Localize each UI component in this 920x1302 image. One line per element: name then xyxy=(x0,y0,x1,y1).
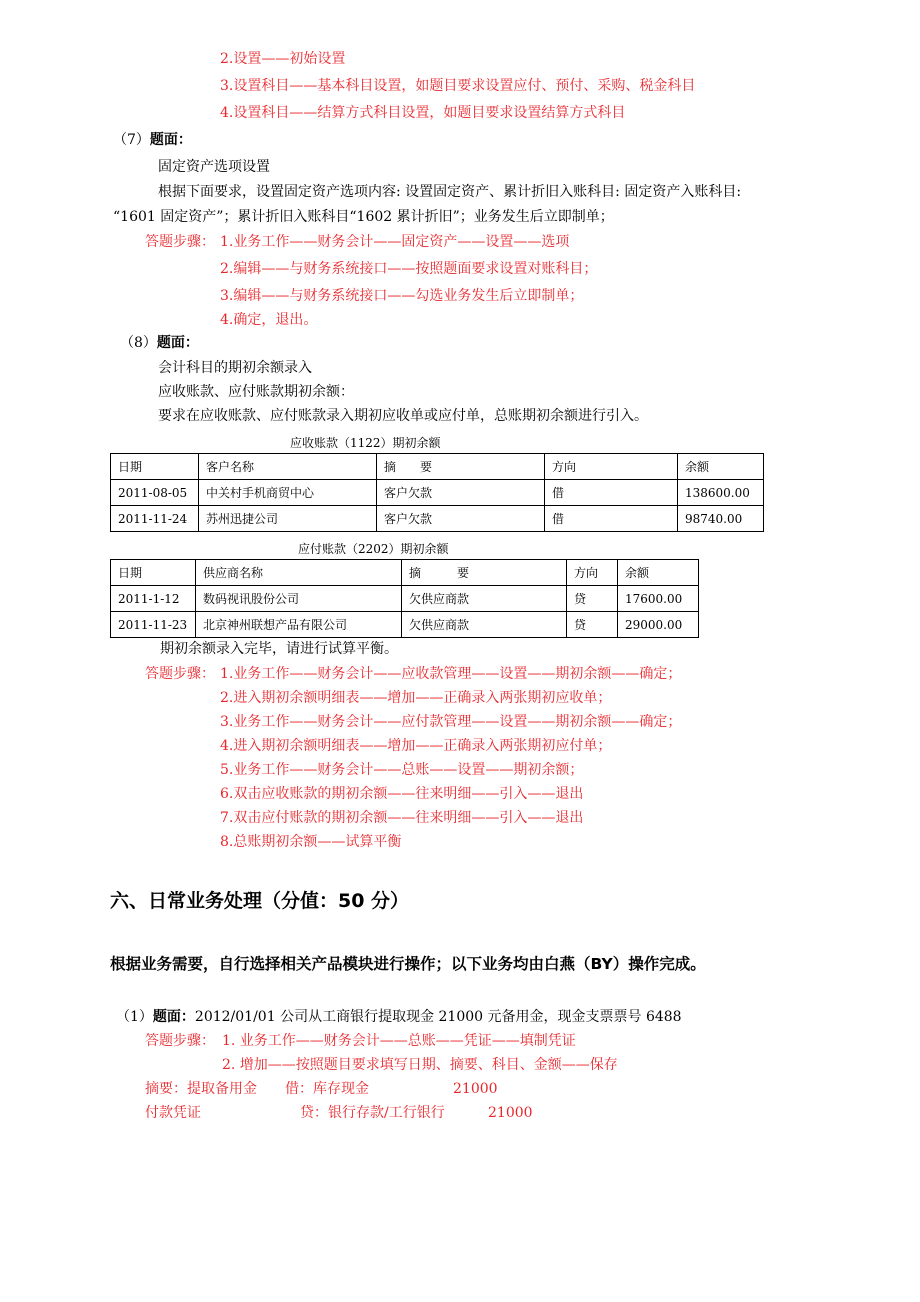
entry-debit-amount: 21000 xyxy=(453,1081,498,1097)
table-cell: 2011-11-23 xyxy=(111,612,196,638)
q8-step: 1.业务工作——财务会计——应收款管理——设置——期初余额——确定； xyxy=(220,666,682,682)
q1-step: 1. 业务工作——财务会计——总账——凭证——填制凭证 xyxy=(222,1033,576,1049)
step-2-initial-setup: 2.设置——初始设置 xyxy=(220,51,346,67)
table-header: 余额 xyxy=(618,560,699,586)
q8-step: 2.进入期初余额明细表——增加——正确录入两张期初应收单； xyxy=(220,690,612,706)
q8-number: （8） xyxy=(120,335,157,351)
table-row xyxy=(111,480,764,506)
q8-step: 8.总账期初余额——试算平衡 xyxy=(220,834,402,850)
table-row xyxy=(111,586,699,612)
q8-line2: 应收账款、应付账款期初余额： xyxy=(158,384,354,400)
q7-number: （7） xyxy=(113,132,150,148)
q7-desc-line1: 根据下面要求，设置固定资产选项内容: 设置固定资产、累计折旧入账科目: 固定资产入账科目: xyxy=(158,184,742,200)
q7-step: 2.编辑——与财务系统接口——按照题面要求设置对账科目； xyxy=(220,261,598,277)
step-3-basic-accounts: 3.设置科目——基本科目设置，如题目要求设置应付、预付、采购、税金科目 xyxy=(220,78,696,94)
table-cell: 借 xyxy=(545,506,678,532)
table-header: 摘 要 xyxy=(402,560,567,586)
q1-label: 题面： xyxy=(152,1009,195,1025)
table-cell: 29000.00 xyxy=(618,612,699,638)
payables-table-caption: 应付账款（2202）期初余额 xyxy=(298,542,449,556)
table-cell: 客户欠款 xyxy=(377,506,545,532)
entry-debit: 借：库存现金 xyxy=(285,1081,369,1097)
table-header-row xyxy=(111,454,764,480)
table-row xyxy=(111,612,699,638)
q8-step: 7.双击应付账款的期初余额——往来明细——引入——退出 xyxy=(220,810,584,826)
table-header: 日期 xyxy=(111,560,196,586)
q8-step: 3.业务工作——财务会计——应付款管理——设置——期初余额——确定； xyxy=(220,714,682,730)
q1-heading xyxy=(116,1007,682,1027)
q1-steps-label: 答题步骤： xyxy=(145,1033,215,1049)
q8-after-text: 期初余额录入完毕，请进行试算平衡。 xyxy=(160,641,398,657)
receivables-table xyxy=(110,453,764,532)
table-cell: 2011-08-05 xyxy=(111,480,199,506)
q8-label: 题面： xyxy=(156,335,199,351)
q8-step: 4.进入期初余额明细表——增加——正确录入两张期初应付单； xyxy=(220,738,612,754)
q7-steps-label: 答题步骤： xyxy=(145,234,215,250)
q8-line1: 会计科目的期初余额录入 xyxy=(158,360,312,376)
q7-step: 3.编辑——与财务系统接口——勾选业务发生后立即制单； xyxy=(220,288,584,304)
entry-voucher-type: 付款凭证 xyxy=(145,1105,201,1121)
table-cell: 客户欠款 xyxy=(377,480,545,506)
q1-step: 2. 增加——按照题目要求填写日期、摘要、科目、金额——保存 xyxy=(222,1057,618,1073)
table-header: 摘 要 xyxy=(377,454,545,480)
q7-label: 题面： xyxy=(149,132,192,148)
q7-title: 固定资产选项设置 xyxy=(158,159,270,175)
q7-step: 4.确定，退出。 xyxy=(220,312,318,328)
table-header: 方向 xyxy=(567,560,618,586)
q7-desc-line2: “1601 固定资产”；累计折旧入账科目“1602 累计折旧”；业务发生后立即制单； xyxy=(113,209,614,225)
table-header: 供应商名称 xyxy=(196,560,402,586)
table-row xyxy=(111,506,764,532)
table-cell: 2011-11-24 xyxy=(111,506,199,532)
q7-heading xyxy=(113,130,192,150)
table-cell: 17600.00 xyxy=(618,586,699,612)
table-header: 日期 xyxy=(111,454,199,480)
section-6-lead: 根据业务需要，自行选择相关产品模块进行操作；以下业务均由白燕（BY）操作完成。 xyxy=(110,955,706,973)
table-cell: 借 xyxy=(545,480,678,506)
entry-credit-amount: 21000 xyxy=(488,1105,533,1121)
q1-text: 2012/01/01 公司从工商银行提取现金 21000 元备用金，现金支票票号 6488 xyxy=(194,1009,682,1025)
table-cell: 贷 xyxy=(567,612,618,638)
table-header-row xyxy=(111,560,699,586)
section-6-title: 六、日常业务处理（分值：50 分） xyxy=(110,890,410,912)
q8-line3: 要求在应收账款、应付账款录入期初应收单或应付单，总账期初余额进行引入。 xyxy=(158,408,648,424)
payables-table xyxy=(110,559,699,638)
table-cell: 138600.00 xyxy=(678,480,764,506)
q8-step: 5.业务工作——财务会计——总账——设置——期初余额； xyxy=(220,762,584,778)
table-cell: 2011-1-12 xyxy=(111,586,196,612)
table-header: 客户名称 xyxy=(199,454,377,480)
table-cell: 98740.00 xyxy=(678,506,764,532)
q8-heading xyxy=(120,333,199,353)
table-cell: 苏州迅捷公司 xyxy=(199,506,377,532)
table-cell: 欠供应商款 xyxy=(402,586,567,612)
receivables-table-caption: 应收账款（1122）期初余额 xyxy=(290,436,441,450)
step-4-settlement-accounts: 4.设置科目——结算方式科目设置，如题目要求设置结算方式科目 xyxy=(220,105,626,121)
table-cell: 欠供应商款 xyxy=(402,612,567,638)
table-cell: 数码视讯股份公司 xyxy=(196,586,402,612)
table-cell: 贷 xyxy=(567,586,618,612)
q8-steps-label: 答题步骤： xyxy=(145,666,215,682)
table-header: 余额 xyxy=(678,454,764,480)
q1-number: （1） xyxy=(116,1009,153,1025)
table-header: 方向 xyxy=(545,454,678,480)
entry-summary-label: 摘要：提取备用金 xyxy=(145,1081,257,1097)
table-cell: 中关村手机商贸中心 xyxy=(199,480,377,506)
entry-credit: 贷：银行存款/工行银行 xyxy=(300,1105,445,1121)
q7-step: 1.业务工作——财务会计——固定资产——设置——选项 xyxy=(220,234,570,250)
q8-step: 6.双击应收账款的期初余额——往来明细——引入——退出 xyxy=(220,786,584,802)
table-cell: 北京神州联想产品有限公司 xyxy=(196,612,402,638)
